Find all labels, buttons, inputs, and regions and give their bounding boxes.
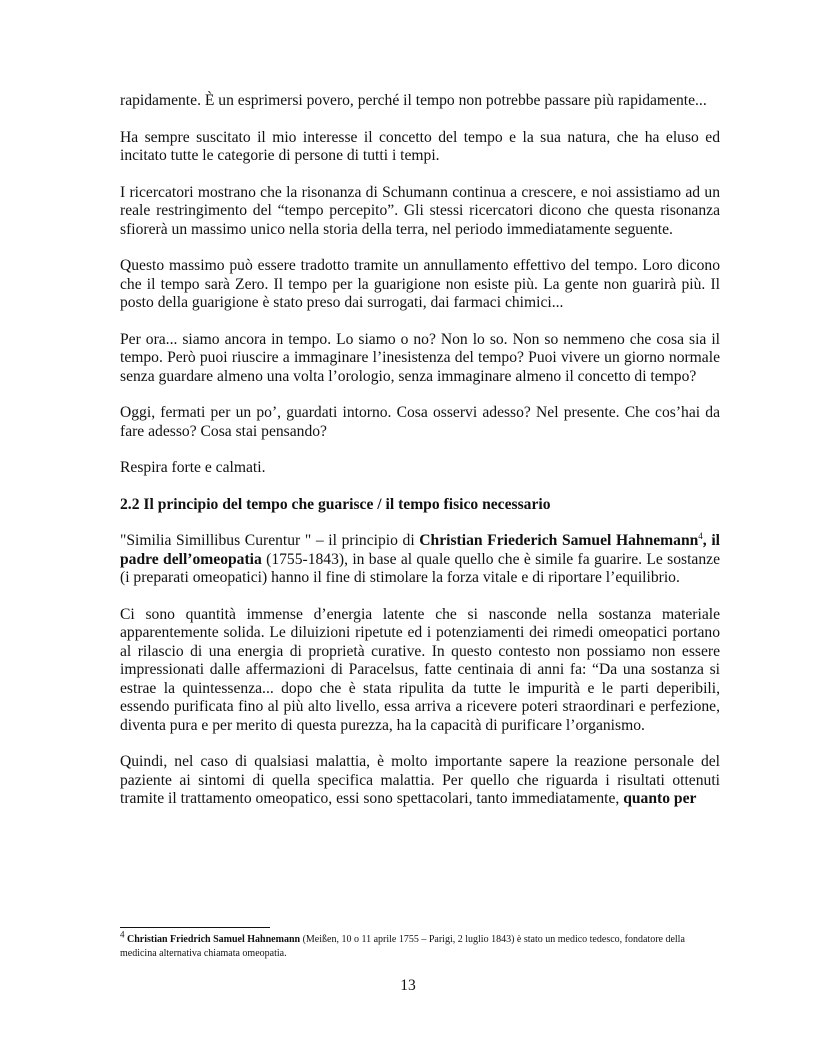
- paragraph-paracelsus: Ci sono quantità immense d’energia latente che si nasconde nella sostanza materiale apparentemente solida. Le diluizioni ripetute ed i potenziamenti dei rimedi omeopatici portano al rilascio di una energia di proprietà curative. In questo contesto non possiamo non essere impressionati dalle affermazioni di Paracelsus, fatte centinaia di anni fa: “Da una sostanza si estrae la quintessenza... dopo che è stata ripulita da tutte le impurità e le parti deperibili, essendo purificata fino al più alto livello, essa arriva a ricevere poteri straordinari e perfezione, diventa pura e per merito di questa purezza, ha la capacità di purificare l’organismo.: [120, 605, 720, 734]
- page-body: [120, 92, 720, 827]
- paragraph-5: Per ora... siamo ancora in tempo. Lo siamo o no? Non lo so. Non so nemmeno che cosa sia il tempo. Però puoi riuscire a immaginare l’inesistenza del tempo? Puoi vivere un giorno normale senza guardare almeno una volta l’orologio, senza immaginare almeno il concetto di tempo?: [120, 330, 720, 385]
- footnote-name: Christian Friedrich Samuel Hahnemann: [127, 934, 301, 945]
- paragraph-similia: [120, 532, 720, 588]
- paragraph-3: I ricercatori mostrano che la risonanza di Schumann continua a crescere, e noi assistiamo ad un reale restringimento del “tempo percepito”. Gli stessi ricercatori dicono che questa risonanza sfiorerà un massimo unico nella storia della terra, nel periodo immediatamente seguente.: [120, 183, 720, 238]
- hahnemann-name: Christian Friederich Samuel Hahnemann: [419, 532, 699, 549]
- paragraph-6: Oggi, fermati per un po’, guardati intorno. Cosa osservi adesso? Nel presente. Che cos’hai da fare adesso? Cosa stai pensando?: [120, 404, 720, 440]
- similia-intro: "Similia Simillibus Curentur " – il principio di: [120, 532, 420, 549]
- paragraph-2: Ha sempre suscitato il mio interesse il concetto del tempo e la sua natura, che ha eluso ed incitato tutte le categorie di persone di tutti i tempi.: [120, 128, 720, 164]
- hahnemann-title: il padre dell’omeopatia: [120, 532, 721, 568]
- paragraph-7: Respira forte e calmati.: [120, 459, 266, 476]
- similia-rest: (1755-1843), in base al quale quello che è simile fa guarire. Le sostanze (i preparati omeopatici) hanno il fine di stimolare la forza vitale e di riportare l’equilibrio.: [120, 550, 720, 586]
- paragraph-1: rapidamente. È un esprimersi povero, perché il tempo non potrebbe passare più rapidamente...: [120, 92, 707, 109]
- footnote-number: 4: [120, 929, 125, 940]
- page-number: 13: [400, 977, 416, 994]
- footnote-ref[interactable]: 4: [698, 530, 703, 541]
- section-heading: 2.2 Il principio del tempo che guarisce / il tempo fisico necessario: [120, 495, 551, 513]
- footnote: [120, 929, 720, 961]
- footnote-separator: [120, 927, 270, 928]
- paragraph-last: [120, 753, 720, 809]
- footnote-text: (Meißen, 10 o 11 aprile 1755 – Parigi, 2 luglio 1843) è stato un medico tedesco, fondatore della medicina alternativa chiamata omeopatia.: [120, 934, 685, 959]
- last-bold: quanto per: [623, 790, 697, 807]
- name-comma: ,: [702, 532, 707, 549]
- last-text: Quindi, nel caso di qualsiasi malattia, è molto importante sapere la reazione personale del paziente ai sintomi di quella specifica malattia. Per quello che riguarda i risultati ottenuti tramite il trattamento omeopatico, essi sono spettacolari, tanto immediatamente,: [120, 753, 720, 807]
- paragraph-4: Questo massimo può essere tradotto tramite un annullamento effettivo del tempo. Loro dicono che il tempo sarà Zero. Il tempo per la guarigione non esiste più. La gente non guarirà più. Il posto della guarigione è stato preso dai surrogati, dai farmaci chimici...: [120, 257, 720, 311]
